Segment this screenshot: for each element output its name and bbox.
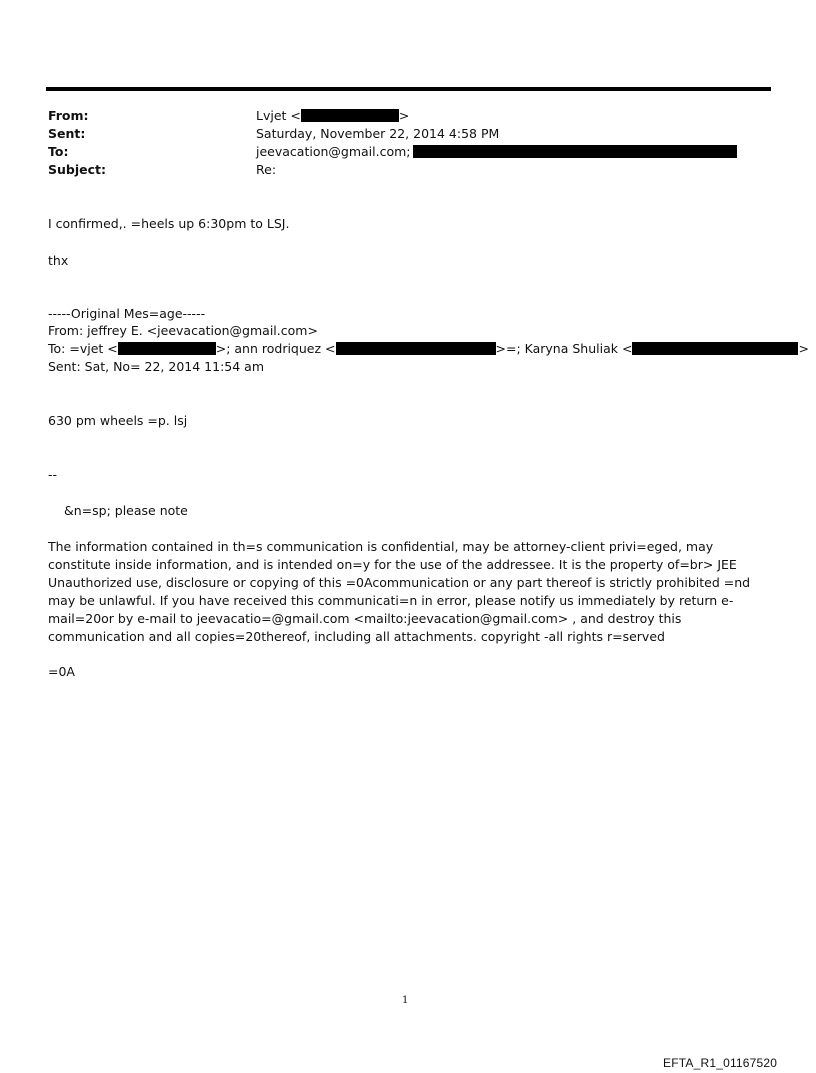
redaction-bar: [118, 342, 216, 355]
from-name: Lvjet <: [256, 108, 301, 123]
body-line-thx: thx: [48, 253, 69, 268]
signature-separator: --: [48, 467, 58, 482]
redaction-bar: [632, 342, 798, 355]
from-value: [256, 108, 409, 123]
document-id: EFTA_R1_01167520: [663, 1056, 778, 1070]
sent-label: Sent:: [48, 126, 86, 141]
to-label: To:: [48, 144, 69, 159]
body-line-confirm: I confirmed,. =heels up 6:30pm to LSJ.: [48, 216, 290, 231]
subject-label: Subject:: [48, 162, 106, 177]
orig-to-part-3: >=; Karyna Shuliak <: [495, 341, 633, 356]
page-number: 1: [402, 995, 409, 1006]
orig-to-part-2: >; ann rodriquez <: [215, 341, 336, 356]
redaction-bar: [301, 109, 399, 122]
from-suffix: >: [398, 108, 410, 123]
subject-value: Re:: [256, 162, 277, 177]
orig-from: From: jeffrey E. <jeevacation@gmail.com>: [48, 323, 318, 338]
from-label: From:: [48, 108, 89, 123]
orig-to-part-4: >: [798, 341, 809, 356]
orig-to: [48, 341, 809, 356]
orig-to-part-1: To: =vjet <: [48, 341, 118, 356]
sent-value: Saturday, November 22, 2014 4:58 PM: [256, 126, 500, 141]
orig-message: 630 pm wheels =p. lsj: [48, 413, 188, 428]
header-rule: [46, 87, 771, 91]
disclaimer-paragraph: The information contained in th=s communication is confidential, may be attorney-client privi=eged, may constitute inside information, and is intended on=y for the use of the addressee. It is the property of=br> JEE Unauthorized use, disclosure or copying of this =0Acommunication or any part thereof is strictly prohibited =nd may be unlawful. If you have received this communicati=n in error, please notify us immediately by return e-mail=20or by e-mail to jeevacatio=@gmail.com <mailto:jeevacation@gmail.com> , and destroy this communication and all copies=20thereof, including all attachments. copyright -all rights r=served: [48, 539, 751, 644]
orig-sent: Sent: Sat, No= 22, 2014 11:54 am: [48, 359, 264, 374]
to-email: jeevacation@gmail.com;: [256, 144, 411, 159]
to-value: [256, 144, 737, 159]
please-note: &n=sp; please note: [64, 503, 188, 518]
trailer-code: =0A: [48, 664, 75, 679]
redaction-bar: [413, 145, 737, 158]
redaction-bar: [336, 342, 496, 355]
original-message-marker: -----Original Mes=age-----: [48, 306, 206, 321]
